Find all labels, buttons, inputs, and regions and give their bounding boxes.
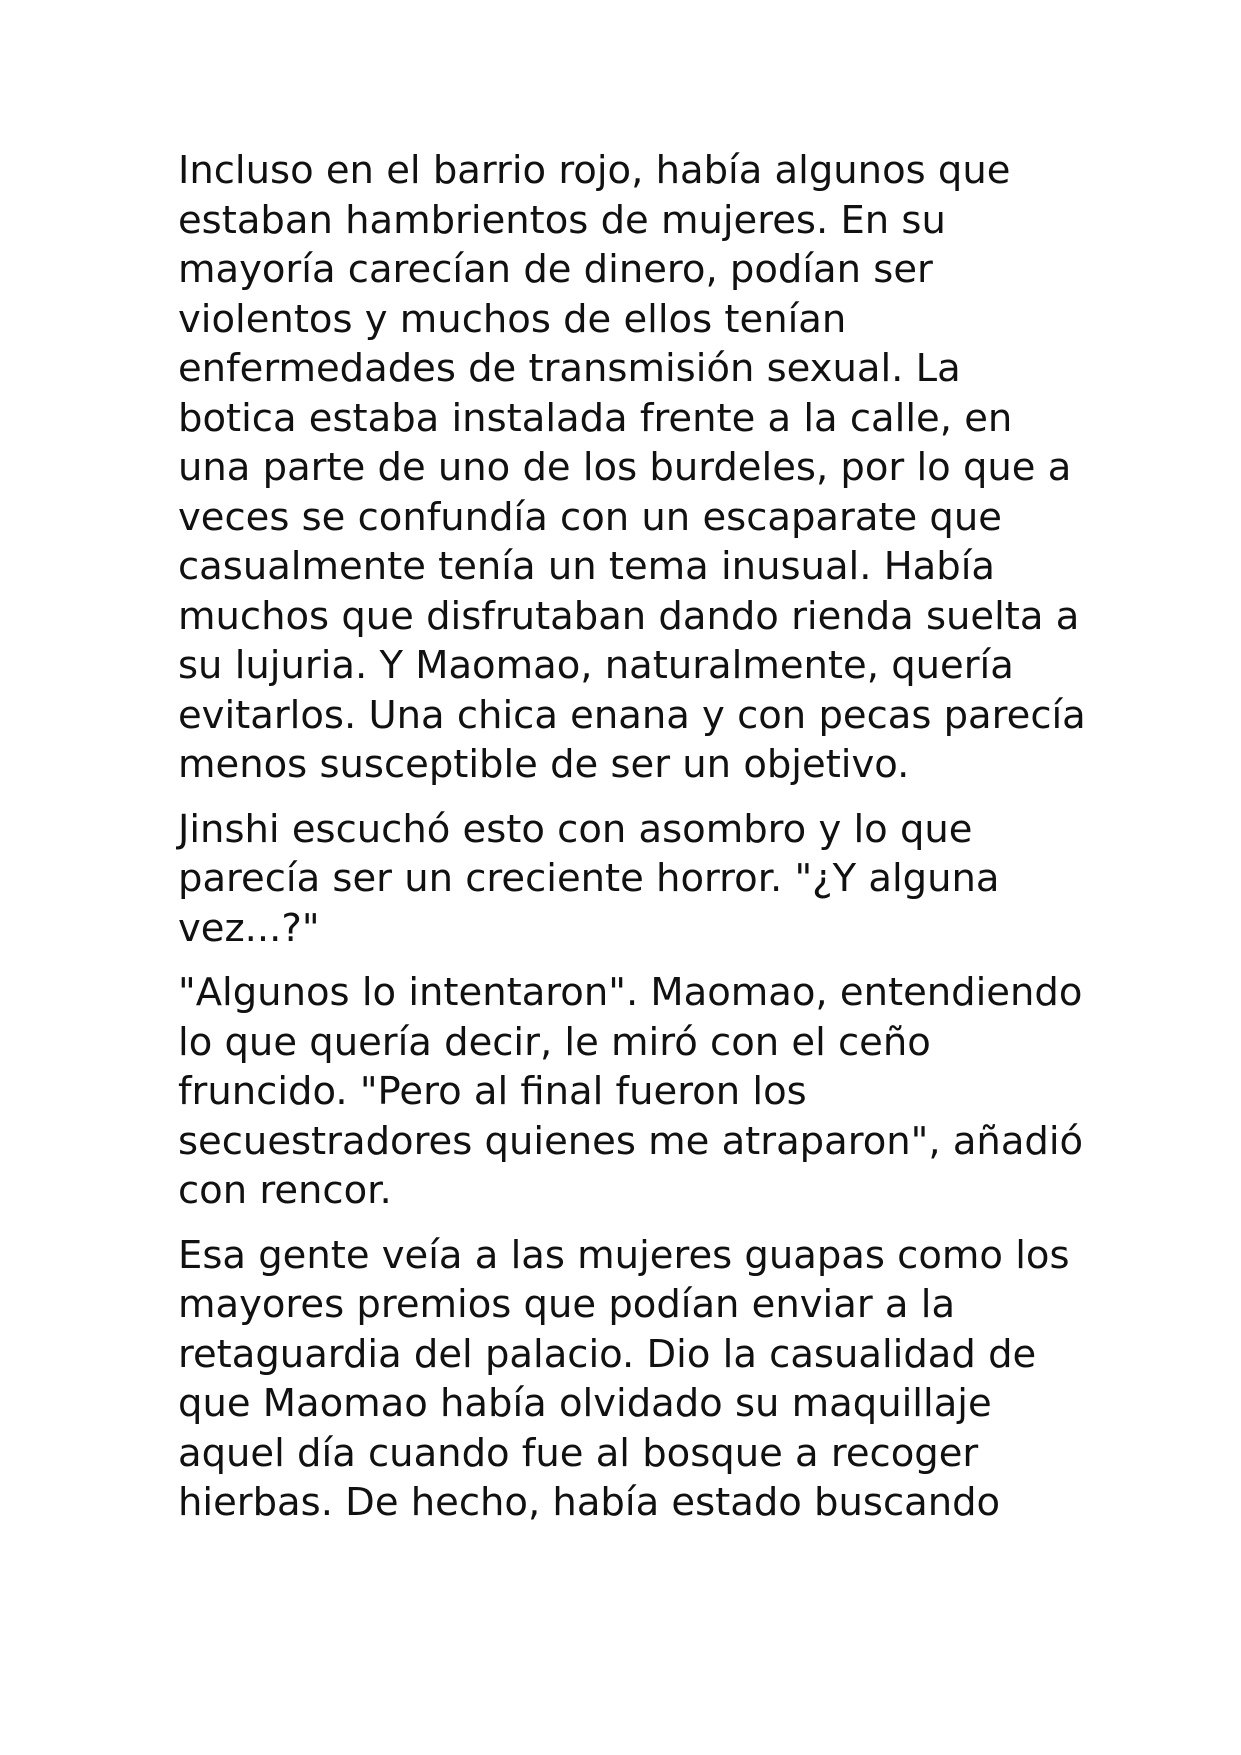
text-line: mayores premios que podían enviar a la xyxy=(178,1282,956,1327)
text-line: Esa gente veía a las mujeres guapas como los xyxy=(178,1232,1070,1278)
text-line: "Algunos lo intentaron". Maomao, entendiendo xyxy=(178,970,1083,1015)
text-line: lo que quería decir, le miró con el ceño xyxy=(178,1019,931,1065)
text-line: botica estaba instalada frente a la calle, en xyxy=(178,395,1013,441)
text-line: parecía ser un creciente horror. "¿Y alguna xyxy=(178,856,1000,901)
text-line: menos susceptible de ser un objetivo. xyxy=(178,742,910,787)
text-line: con rencor. xyxy=(178,1168,392,1213)
text-line: evitarlos. Una chica enana y con pecas parecía xyxy=(178,692,1086,738)
text-line: fruncido. "Pero al final fueron los xyxy=(178,1069,807,1114)
text-line: casualmente tenía un tema inusual. Había xyxy=(178,544,995,589)
text-line: enfermedades de transmisión sexual. La xyxy=(178,346,961,391)
text-line: retaguardia del palacio. Dio la casualidad de xyxy=(178,1331,1037,1377)
body-text xyxy=(178,146,1086,1543)
text-line: veces se confundía con un escaparate que xyxy=(178,494,1002,540)
paragraph xyxy=(178,968,1084,1216)
text-line: una parte de uno de los burdeles, por lo que a xyxy=(178,445,1072,490)
text-line: secuestradores quienes me atraparon", añadió xyxy=(178,1118,1084,1164)
text-line: estaban hambrientos de mujeres. En su xyxy=(178,197,946,243)
text-line: que Maomao había olvidado su maquillaje xyxy=(178,1381,992,1426)
paragraph xyxy=(178,1231,1078,1528)
text-line: hierbas. De hecho, había estado buscando xyxy=(178,1480,1001,1525)
text-line: su lujuria. Y Maomao, naturalmente, quería xyxy=(178,643,1014,688)
text-line: violentos y muchos de ellos tenían xyxy=(178,296,847,342)
paragraph xyxy=(178,146,1086,790)
text-line: Incluso en el barrio rojo, había algunos que xyxy=(178,148,1011,193)
paragraph xyxy=(178,805,1078,954)
text-line: aquel día cuando fue al bosque a recoger xyxy=(178,1430,979,1476)
text-line: muchos que disfrutaban dando rienda suelta a xyxy=(178,593,1080,639)
text-line: vez...?" xyxy=(178,905,320,951)
text-line: mayoría carecían de dinero, podían ser xyxy=(178,247,933,292)
text-line: Jinshi escuchó esto con asombro y lo que xyxy=(178,806,973,852)
